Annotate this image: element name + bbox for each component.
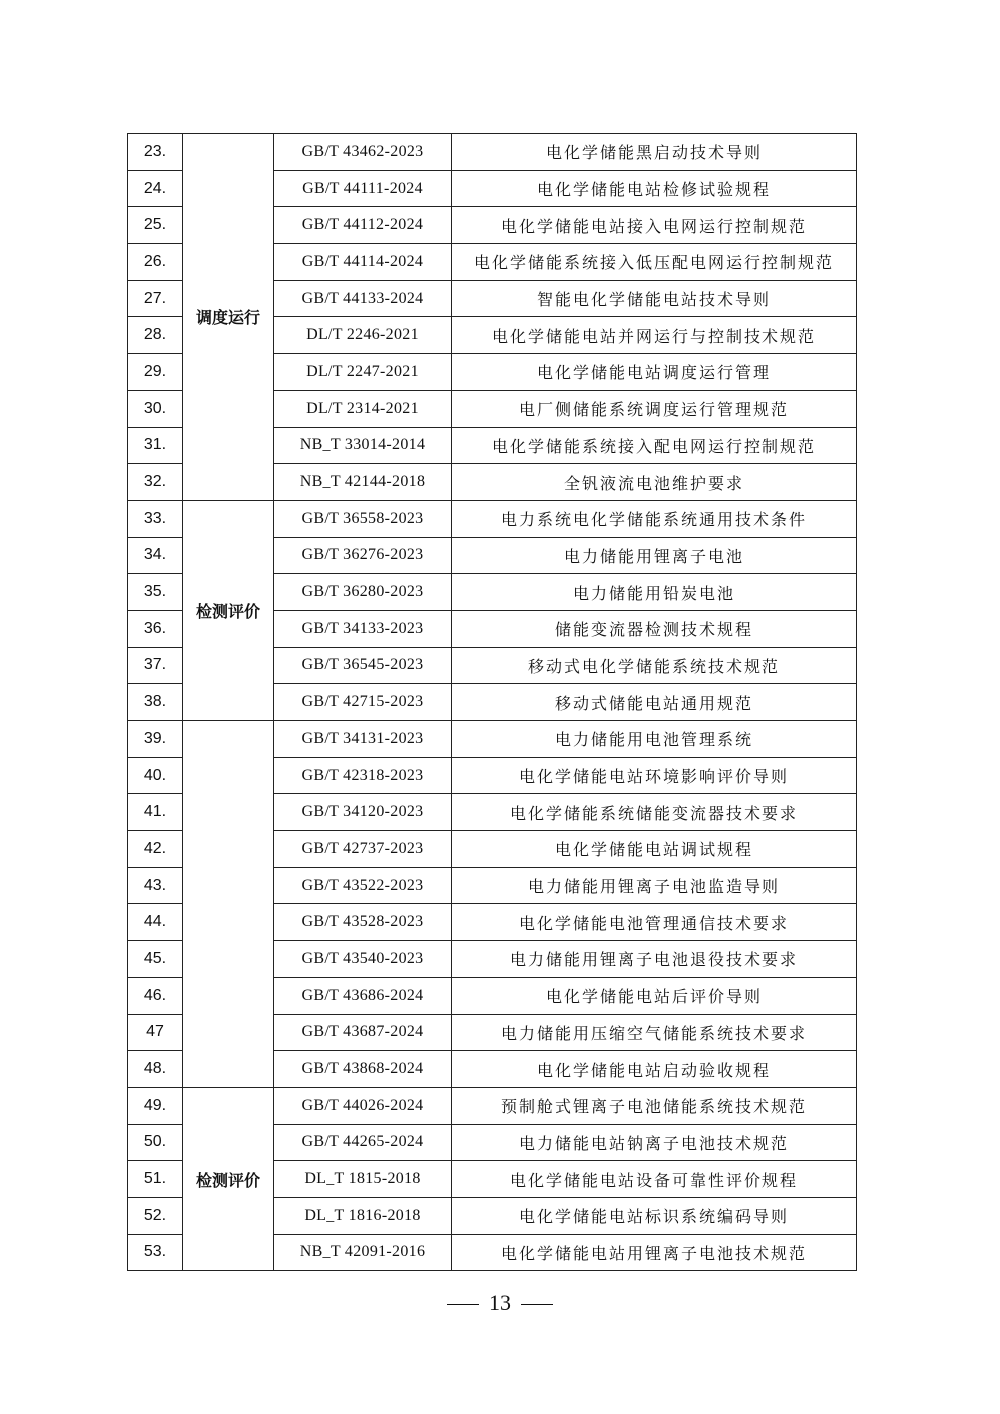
row-number: 31. <box>128 427 183 464</box>
standard-code: GB/T 36280-2023 <box>274 574 452 611</box>
row-number: 23. <box>128 134 183 171</box>
standard-name: 电化学储能电站用锂离子电池技术规范 <box>452 1234 857 1271</box>
row-number: 35. <box>128 574 183 611</box>
standard-code: GB/T 43687-2024 <box>274 1014 452 1051</box>
standard-name: 电化学储能黑启动技术导则 <box>452 134 857 171</box>
standard-name: 电力系统电化学储能系统通用技术条件 <box>452 500 857 537</box>
row-number: 38. <box>128 684 183 721</box>
standard-name: 电力储能用铅炭电池 <box>452 574 857 611</box>
standard-code: DL_T 1815-2018 <box>274 1161 452 1198</box>
table-row <box>128 1087 857 1124</box>
standard-name: 电力储能用锂离子电池退役技术要求 <box>452 941 857 978</box>
standard-code: GB/T 34120-2023 <box>274 794 452 831</box>
row-number: 52. <box>128 1197 183 1234</box>
standard-code: GB/T 44114-2024 <box>274 244 452 281</box>
standard-name: 储能变流器检测技术规程 <box>452 610 857 647</box>
standard-code: GB/T 44026-2024 <box>274 1087 452 1124</box>
row-number: 49. <box>128 1087 183 1124</box>
standard-code: GB/T 43686-2024 <box>274 977 452 1014</box>
row-number: 32. <box>128 464 183 501</box>
standard-code: DL/T 2246-2021 <box>274 317 452 354</box>
standard-name: 电化学储能电站并网运行与控制技术规范 <box>452 317 857 354</box>
row-number: 50. <box>128 1124 183 1161</box>
standard-code: GB/T 42318-2023 <box>274 757 452 794</box>
standard-code: GB/T 36558-2023 <box>274 500 452 537</box>
standard-name: 电力储能用电池管理系统 <box>452 721 857 758</box>
standard-code: GB/T 43868-2024 <box>274 1051 452 1088</box>
standard-name: 预制舱式锂离子电池储能系统技术规范 <box>452 1087 857 1124</box>
standard-code: GB/T 44133-2024 <box>274 280 452 317</box>
standard-code: GB/T 43528-2023 <box>274 904 452 941</box>
standard-name: 电化学储能电站后评价导则 <box>452 977 857 1014</box>
row-number: 34. <box>128 537 183 574</box>
standard-code: GB/T 44112-2024 <box>274 207 452 244</box>
standard-code: GB/T 36276-2023 <box>274 537 452 574</box>
row-number: 40. <box>128 757 183 794</box>
standard-name: 电化学储能电站接入电网运行控制规范 <box>452 207 857 244</box>
row-number: 41. <box>128 794 183 831</box>
standard-name: 电力储能电站钠离子电池技术规范 <box>452 1124 857 1161</box>
table-row <box>128 134 857 171</box>
standards-table <box>127 133 857 1271</box>
standard-code: GB/T 36545-2023 <box>274 647 452 684</box>
standard-name: 电化学储能电站调度运行管理 <box>452 354 857 391</box>
row-number: 27. <box>128 280 183 317</box>
standard-code: NB_T 42144-2018 <box>274 464 452 501</box>
standard-code: DL/T 2314-2021 <box>274 390 452 427</box>
standard-code: GB/T 43540-2023 <box>274 941 452 978</box>
category-cell: 检测评价 <box>183 500 274 720</box>
standard-name: 电力储能用锂离子电池监造导则 <box>452 867 857 904</box>
standard-name: 移动式电化学储能系统技术规范 <box>452 647 857 684</box>
standard-name: 电化学储能电池管理通信技术要求 <box>452 904 857 941</box>
table-row <box>128 721 857 758</box>
row-number: 29. <box>128 354 183 391</box>
row-number: 30. <box>128 390 183 427</box>
page-number: 13 <box>489 1290 511 1315</box>
standard-name: 电化学储能电站设备可靠性评价规程 <box>452 1161 857 1198</box>
standard-name: 电化学储能电站启动验收规程 <box>452 1051 857 1088</box>
row-number: 45. <box>128 941 183 978</box>
standard-name: 全钒液流电池维护要求 <box>452 464 857 501</box>
row-number: 36. <box>128 610 183 647</box>
page-footer <box>0 1290 1000 1316</box>
row-number: 46. <box>128 977 183 1014</box>
standard-code: GB/T 42715-2023 <box>274 684 452 721</box>
standard-code: GB/T 34131-2023 <box>274 721 452 758</box>
standard-name: 电化学储能系统接入配电网运行控制规范 <box>452 427 857 464</box>
row-number: 37. <box>128 647 183 684</box>
standard-code: DL_T 1816-2018 <box>274 1197 452 1234</box>
standard-code: GB/T 44111-2024 <box>274 170 452 207</box>
row-number: 43. <box>128 867 183 904</box>
standard-code: NB_T 33014-2014 <box>274 427 452 464</box>
category-cell: 调度运行 <box>183 134 274 501</box>
standard-name: 电化学储能电站标识系统编码导则 <box>452 1197 857 1234</box>
standard-name: 电力储能用锂离子电池 <box>452 537 857 574</box>
row-number: 51. <box>128 1161 183 1198</box>
standard-code: DL/T 2247-2021 <box>274 354 452 391</box>
standard-code: GB/T 34133-2023 <box>274 610 452 647</box>
row-number: 24. <box>128 170 183 207</box>
category-cell <box>183 721 274 1088</box>
standard-name: 电厂侧储能系统调度运行管理规范 <box>452 390 857 427</box>
row-number: 25. <box>128 207 183 244</box>
row-number: 53. <box>128 1234 183 1271</box>
standard-name: 电化学储能电站检修试验规程 <box>452 170 857 207</box>
standard-name: 电化学储能系统储能变流器技术要求 <box>452 794 857 831</box>
standard-name: 智能电化学储能电站技术导则 <box>452 280 857 317</box>
category-cell: 检测评价 <box>183 1087 274 1270</box>
row-number: 39. <box>128 721 183 758</box>
standard-code: NB_T 42091-2016 <box>274 1234 452 1271</box>
standard-name: 移动式储能电站通用规范 <box>452 684 857 721</box>
table-row <box>128 500 857 537</box>
footer-dash-right <box>521 1304 553 1305</box>
standards-table-body <box>128 134 857 1271</box>
standard-name: 电化学储能电站调试规程 <box>452 831 857 868</box>
row-number: 48. <box>128 1051 183 1088</box>
standard-name: 电力储能用压缩空气储能系统技术要求 <box>452 1014 857 1051</box>
standard-code: GB/T 42737-2023 <box>274 831 452 868</box>
row-number: 26. <box>128 244 183 281</box>
footer-dash-left <box>447 1304 479 1305</box>
row-number: 33. <box>128 500 183 537</box>
row-number: 42. <box>128 831 183 868</box>
standard-code: GB/T 44265-2024 <box>274 1124 452 1161</box>
standard-name: 电化学储能电站环境影响评价导则 <box>452 757 857 794</box>
standard-code: GB/T 43462-2023 <box>274 134 452 171</box>
row-number: 47 <box>128 1014 183 1051</box>
standard-name: 电化学储能系统接入低压配电网运行控制规范 <box>452 244 857 281</box>
row-number: 28. <box>128 317 183 354</box>
standard-code: GB/T 43522-2023 <box>274 867 452 904</box>
row-number: 44. <box>128 904 183 941</box>
